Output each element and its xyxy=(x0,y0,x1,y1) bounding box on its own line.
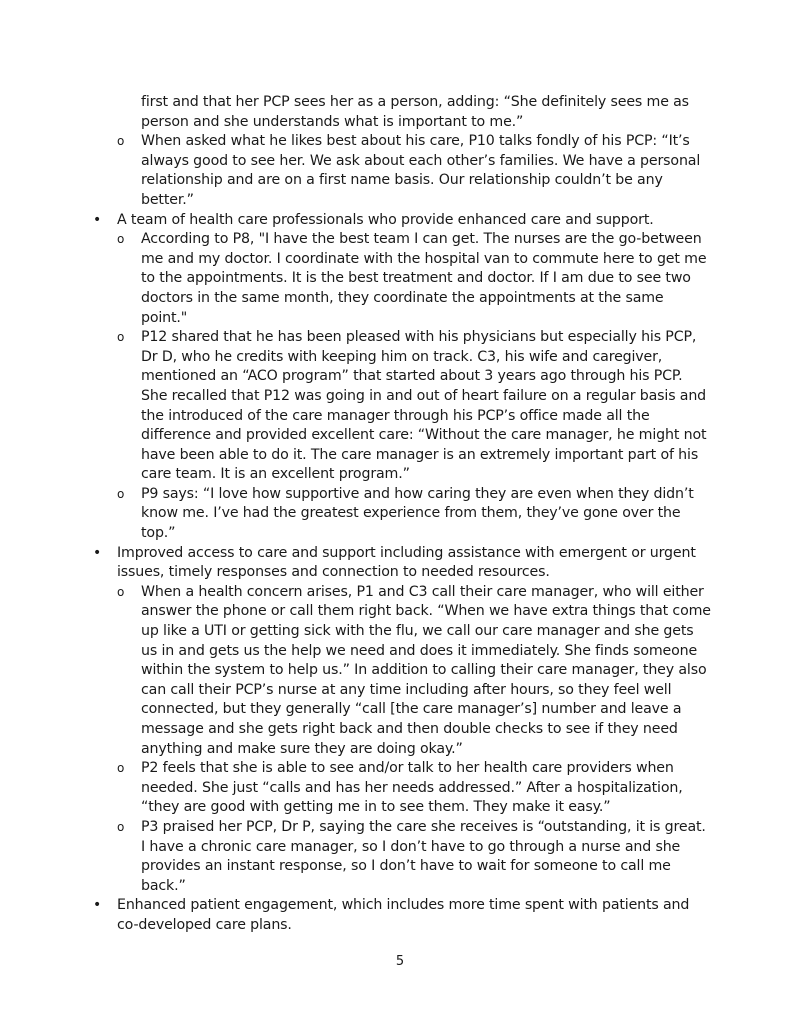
sub-bullet-text: P3 praised her PCP, Dr P, saying the care she receives is “outstanding, it is great. I have a chronic care manager, so I don’t have to go through a nurse and she provides an instant response, so I don’t have to wait for someone to call me back.” xyxy=(141,818,706,894)
sub-bullet-marker: o xyxy=(117,761,125,776)
bullet-text: Improved access to care and support including assistance with emergent or urgent issues, timely responses and connection to needed resources. xyxy=(117,544,696,581)
bullet-text: A team of health care professionals who provide enhanced care and support. xyxy=(117,211,654,228)
bullet-item xyxy=(93,211,713,231)
sub-bullet-item xyxy=(93,759,713,818)
document-body xyxy=(93,93,713,936)
sub-bullet-item xyxy=(93,132,713,210)
sub-bullet-item xyxy=(93,583,713,759)
sub-bullet-marker: o xyxy=(117,819,125,834)
sub-bullet-text: According to P8, "I have the best team I can get. The nurses are the go-between me and my doctor. I coordinate with the hospital van to commute here to get me to the appointments. It is the best treatment and doctor. If I am due to see two doctors in the same month, they coordinate the appointments at the same point." xyxy=(141,231,707,326)
continued-paragraph: first and that her PCP sees her as a person, adding: “She definitely sees me as person and she understands what is important to me.” xyxy=(141,94,689,130)
sub-bullet-item xyxy=(93,485,713,544)
sub-bullet-marker: o xyxy=(117,584,125,599)
bullet-item xyxy=(93,544,713,583)
sub-bullet-text: When a health concern arises, P1 and C3 call their care manager, who will either answer the phone or call them right back. “When we have extra things that come up like a UTI or getting sick with the flu, we call our care manager and she gets us in and gets us the help we need and does it immediately. She finds someone within the system to help us.” In addition to calling their care manager, they also can call their PCP’s nurse at any time including after hours, so they feel well connected, but they generally “call [the care manager’s] number and leave a message and she gets right back and then double checks to see if they need anything and make sure they are doing okay.” xyxy=(141,583,711,757)
sub-bullet-marker: o xyxy=(117,330,125,345)
sub-bullet-text: When asked what he likes best about his care, P10 talks fondly of his PCP: “It’s always good to see her. We ask about each other’s families. We have a personal relationship and are on a first name basis. Our relationship couldn’t be any better.” xyxy=(141,133,701,208)
bullet-marker: • xyxy=(93,544,102,561)
bullet-text: Enhanced patient engagement, which includes more time spent with patients and co-developed care plans. xyxy=(117,897,690,933)
sub-bullet-marker: o xyxy=(117,486,125,501)
bullet-item xyxy=(93,896,713,935)
sub-bullet-item xyxy=(93,818,713,896)
sub-bullet-text: P2 feels that she is able to see and/or talk to her health care providers when needed. She just “calls and has her needs addressed.” After a hospitalization, “they are good with getting me in to see them. They make it easy.” xyxy=(141,760,683,816)
sub-bullet-marker: o xyxy=(117,232,125,247)
bullet-marker: • xyxy=(93,897,102,914)
bullet-marker: • xyxy=(93,211,102,228)
sub-bullet-item xyxy=(93,230,713,328)
sub-bullet-item xyxy=(93,328,713,485)
sub-bullet-text: P12 shared that he has been pleased with his physicians but especially his PCP, Dr D, who he credits with keeping him on track. C3, his wife and caregiver, mentioned an “ACO program” that started about 3 years ago through his PCP. She recalled that P12 was going in and out of heart failure on a regular basis and the introduced of the care manager through his PCP’s office made all the difference and provided excellent care: “Without the care manager, he might not have been able to do it. The care manager is an extremely important part of his care team. It is an excellent program.” xyxy=(141,329,707,483)
page-number: 5 xyxy=(395,954,405,969)
sub-bullet-text: P9 says: “I love how supportive and how caring they are even when they didn’t know me. I’ve had the greatest experience from them, they’ve gone over the top.” xyxy=(141,485,694,542)
sub-bullet-marker: o xyxy=(117,134,125,149)
